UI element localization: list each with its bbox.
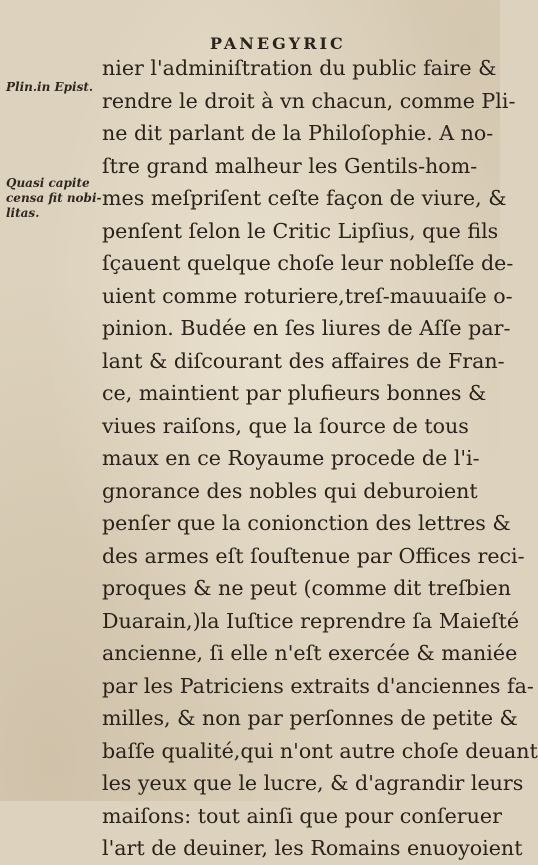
margin-note-quasi-capite <box>6 176 101 221</box>
text-line: uient comme roturiere,treſ-mauuaiſe o- <box>102 283 513 308</box>
text-line: maiſons: tout ainſi que pour conſeruer <box>102 803 502 828</box>
text-line: baſſe qualité,qui n'ont autre choſe deuant <box>102 738 538 763</box>
margin-note-line: litas. <box>6 206 40 220</box>
text-line: viues raiſons, que la ſource de tous <box>102 413 469 438</box>
text-line: maux en ce Royaume procede de l'i- <box>102 446 480 470</box>
text-line: ne dit parlant de la Philoſophie. A no- <box>102 121 494 145</box>
text-line: penſent ſelon le Critic Lipſius, que fils <box>102 218 499 243</box>
main-text-block <box>102 52 538 865</box>
text-line: ſçauent quelque choſe leur nobleſſe de- <box>102 251 514 275</box>
text-line: proques & ne peut (comme dit treſbien <box>102 576 511 600</box>
margin-note-line: Plin.in Epist. <box>6 80 94 94</box>
text-line: penſer que la conionction des lettres & <box>102 511 511 535</box>
text-line: ancienne, ſi elle n'eſt exercée & maniée <box>102 641 518 665</box>
text-line: les yeux que le lucre, & d'agrandir leurs <box>102 771 524 795</box>
margin-note-pliny <box>6 80 93 95</box>
text-line: Duarain,)la Iuſtice reprendre ſa Maieſté <box>102 608 520 633</box>
text-line: des armes eſt ſouſtenue par Offices reci- <box>102 543 525 568</box>
text-line: l'art de deuiner, les Romains enuoyoient <box>102 836 523 860</box>
text-line: rendre le droit à vn chacun, comme Pli- <box>102 88 516 113</box>
text-line: mes meſpriſent ceſte façon de viure, & <box>102 186 507 210</box>
text-line: pinion. Budée en ſes liures de Aſſe par- <box>102 316 511 340</box>
text-line: par les Patriciens extraits d'anciennes fa- <box>102 673 534 698</box>
text-line: milles, & non par perſonnes de petite & <box>102 706 518 730</box>
margin-note-line: censa fit nobi- <box>6 191 102 205</box>
text-line: ſtre grand malheur les Gentils-hom- <box>102 153 478 178</box>
text-line: nier l'adminiſtration du public faire & <box>102 56 497 80</box>
text-line: lant & diſcourant des affaires de Fran- <box>102 348 505 373</box>
text-line: gnorance des nobles qui deburoient <box>102 478 478 503</box>
running-head: PANEGYRIC <box>210 34 346 53</box>
margin-note-line: Quasi capite <box>6 176 90 190</box>
text-line: ce, maintient par plufieurs bonnes & <box>102 381 487 405</box>
